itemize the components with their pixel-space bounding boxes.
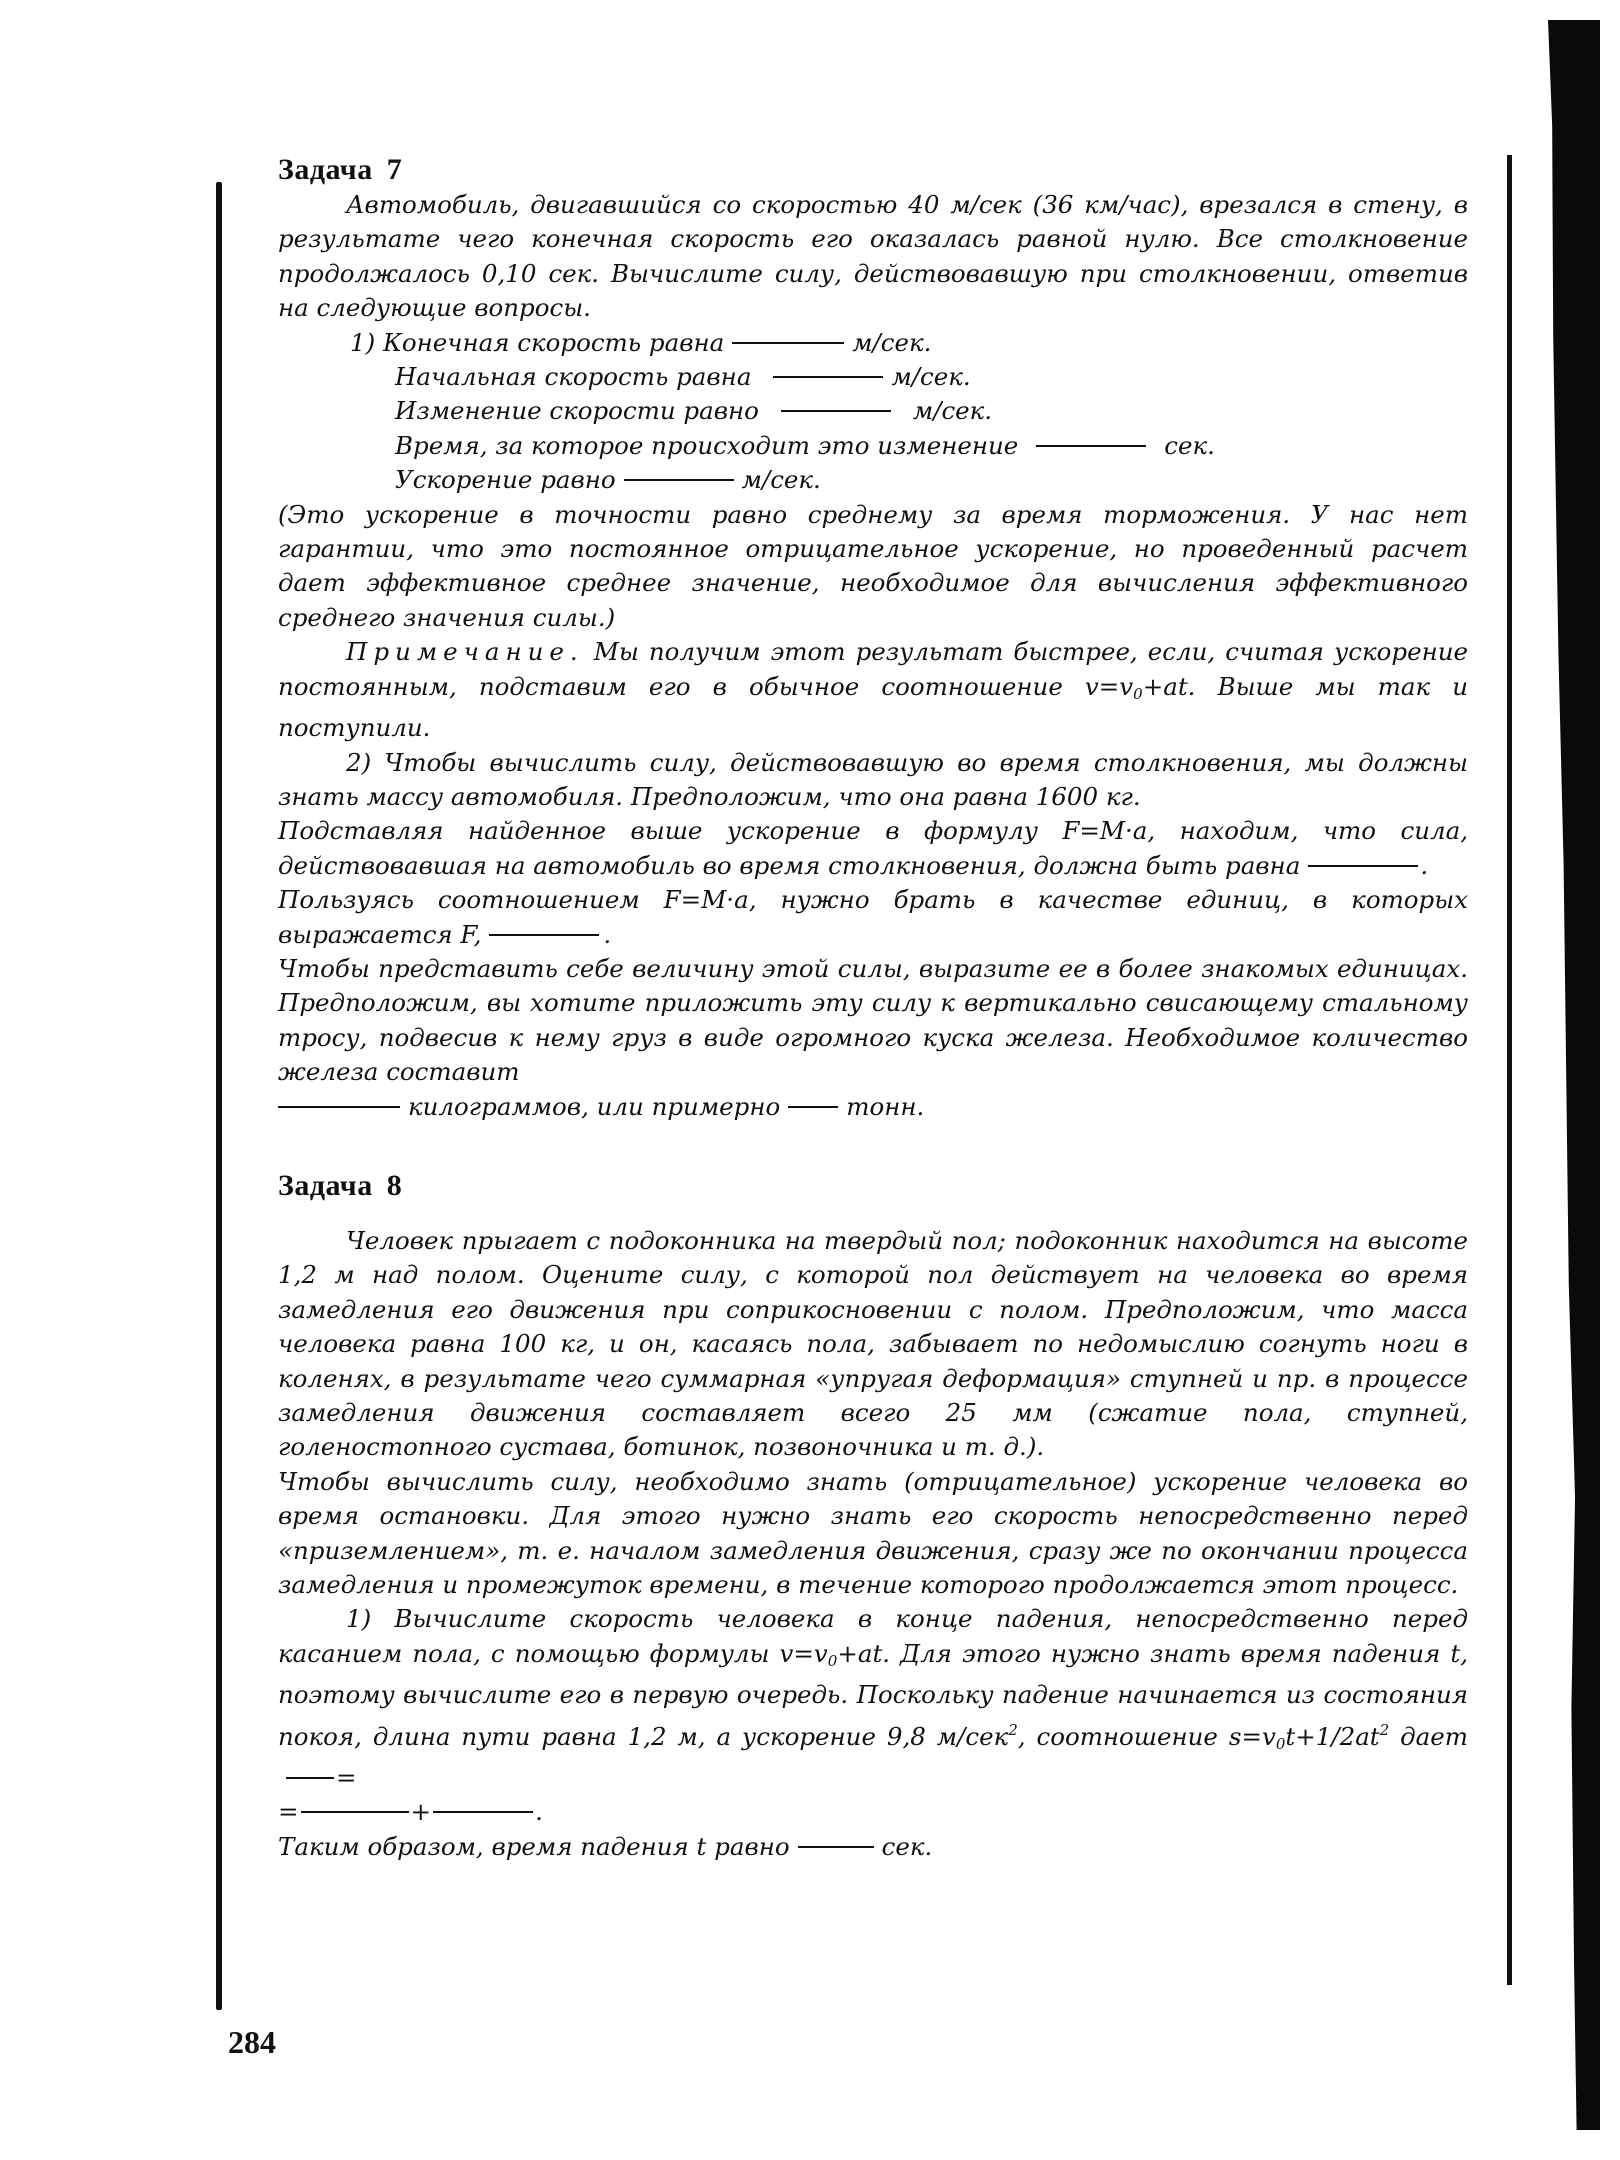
task-7-q1-initial-speed [278,360,1468,394]
task-8-q1-equation [278,1795,1468,1829]
accel-label: Ускорение равно [395,465,616,495]
task-8-intro: Человек прыгает с подоконника на твердый пол; подоконник находится на высоте 1,2 м над полом. Оцените силу, с которой пол действует на человека во время замедления его движения при соприкосновении с полом. Предположим, что масса человека равна 100 кг, и он, касаясь пола, забывает по недомыслию согнуть ноги в коленях, в результате чего суммарная «упругая деформация» ступней и пр. в процессе замедления движения составляет всего 25 мм (сжатие пола, ступней, голеностопного сустава, ботинок, позвоночника и т. д.). [278,1225,1468,1462]
answer-blank[interactable] [1036,445,1146,447]
unit: сек. [881,1831,933,1861]
answer-blank[interactable] [489,934,599,936]
unit: сек. [1164,430,1215,460]
task-7-q1-time [278,429,1468,463]
task-8-q1 [278,1602,1468,1795]
task-7-intro: Автомобиль, двигавшийся со скоростью 40 м/сек (36 км/час), врезался в стену, в результате чего конечная скорость его оказалась равной нулю. Все столкновение продолжалось 0,10 сек. Вычислите силу, действовавшую при столкновении, ответив на следующие вопросы. [278,190,1468,323]
heading-number: 7 [386,153,403,186]
formula-fraction: 1/2 [1315,1721,1356,1751]
answer-blank[interactable] [433,1811,533,1813]
unit: м/сек. [741,465,821,495]
left-margin-rule [216,182,222,2010]
unit: м/сек. [852,327,932,357]
answer-blank[interactable] [773,376,883,378]
question-number: 1) [350,327,376,357]
page-text [278,152,1468,1864]
time-text: Таким образом, время падения t равно [278,1831,790,1861]
formula-subscript: 0 [1133,684,1143,703]
formula-s [1229,1722,1389,1751]
force-text: Подставляя найденное выше ускорение в формулу F=M·a, находим, что сила, действовавшая на автомобиль во время столкновения, должна быть равна [278,816,1468,880]
formula-subscript: 0 [1275,1734,1286,1753]
plus-sign: + [410,1797,432,1827]
note-tail: Выше мы так и поступили. [278,671,1468,743]
answer-blank[interactable] [788,1106,838,1108]
kg-text: килограммов, или примерно [408,1091,781,1121]
period: . [535,1797,543,1827]
answer-blank[interactable] [278,1106,400,1108]
initial-speed-label: Начальная скорость равна [395,362,752,392]
heading-number: 8 [386,1168,403,1202]
unit: м/сек [936,1721,1009,1751]
answer-blank[interactable] [1308,865,1418,867]
task-7-q2-iron [278,952,1468,1090]
task-7-q1-speed-change [278,394,1468,428]
q1-text: Для этого нужно знать время падения t, поэтому вычислите его в первую очередь. Поскольку падение начинается из состояния покоя, длина пути равна 1,2 м, а ускорение 9,8 [278,1638,1468,1751]
formula-subscript: 0 [827,1651,838,1670]
unit: м/сек. [912,396,993,426]
iron-text: Чтобы представить себе величину этой силы, выразите ее в более знакомых единицах. Предположим, вы хотите приложить эту силу к вертикально свисающему стальному тросу, подвесив к нему груз в виде огромного куска железа. Необходимое количество железа составит [278,953,1468,1087]
unit-superscript: 2 [1008,1720,1018,1739]
answer-blank[interactable] [732,342,844,344]
answer-blank[interactable] [798,1846,874,1848]
task-7-heading [278,152,1468,188]
time-label: Время, за которое происходит это изменение [395,430,1019,460]
formula-part: +at. [1142,671,1196,701]
right-margin-rule [1507,155,1512,1985]
task-7-q2-iron-answer [278,1090,1468,1124]
q1-text: 1) Вычислите скорость человека в конце падения, непосредственно перед касанием пола, с помощью формулы [278,1604,1468,1668]
answer-blank[interactable] [624,479,734,481]
note-text: Мы получим этот результат быстрее, если, считая ускорение постоянным, подставим его в обычное соотношение [278,637,1468,701]
answer-blank[interactable] [286,1777,334,1779]
note-label: Примечание. [346,637,584,667]
formula-part: v=v [779,1638,828,1668]
answer-blank[interactable] [301,1811,409,1813]
task-8-para2: Чтобы вычислить силу, необходимо знать (отрицательное) ускорение человека во время остановки. Для этого нужно знать его скорость непосредственно перед «приземлением», т. е. началом замедления движения, сразу же по окончании процесса замедления и промежуток времени, в течение которого продолжается этот процесс. [278,1466,1468,1600]
answer-blank[interactable] [781,410,891,412]
q1-text: , соотношение [1017,1721,1218,1751]
task-7-q1-final-speed [278,326,1468,360]
page-number: 284 [228,2024,276,2060]
formula-part: s=v [1228,1721,1276,1751]
speed-change-label: Изменение скорости равно [395,396,759,426]
tons-text: тонн. [846,1091,925,1121]
task-7-q2-units: Пользуясь соотношением F=M·a, нужно брать в качестве единиц, в которых выражается F, . [278,885,1468,949]
formula-part: at [1355,1721,1380,1751]
heading-word: Задача [278,1168,373,1202]
equals-sign: = [336,1763,357,1793]
formula-superscript: 2 [1379,1720,1390,1739]
heading-word: Задача [278,153,373,186]
task-7-q2-force: Подставляя найденное выше ускорение в формулу F=M·a, находим, что сила, действовавшая на автомобиль во время столкновения, должна быть равна . [278,816,1468,880]
task-8-q1-time [278,1830,1468,1864]
task-7-paren-note: (Это ускорение в точности равно среднему за время торможения. У нас нет гарантии, что это постоянное отрицательное ускорение, но проведенный расчет дает эффективное среднее значение, необходимое для вычисления эффективного среднего значения силы.) [278,499,1468,632]
task-7-q1-accel [278,463,1468,497]
formula-part: t+ [1285,1721,1316,1751]
formula-part: v=v [1084,671,1134,701]
task-8-heading [278,1168,1468,1204]
formula-v-v0-at [1085,672,1196,701]
final-speed-label: Конечная скорость равна [382,327,725,357]
task-7-note [278,635,1468,745]
gives-text: дает [1400,1721,1468,1751]
formula-part: +at. [837,1638,891,1668]
accel-unit [937,1722,1018,1751]
task-7-q2-intro: 2) Чтобы вычислить силу, действовавшую во время столкновения, мы должны знать массу автомобиля. Предположим, что она равна 1600 кг. [278,747,1468,811]
equals-sign: = [278,1797,299,1827]
units-text: Пользуясь соотношением F=M·a, нужно брать в качестве единиц, в которых выражается F, [278,885,1468,949]
scan-edge-shadow [1548,20,1600,2130]
formula-v-v0-at [780,1639,891,1668]
unit: м/сек. [891,362,971,392]
